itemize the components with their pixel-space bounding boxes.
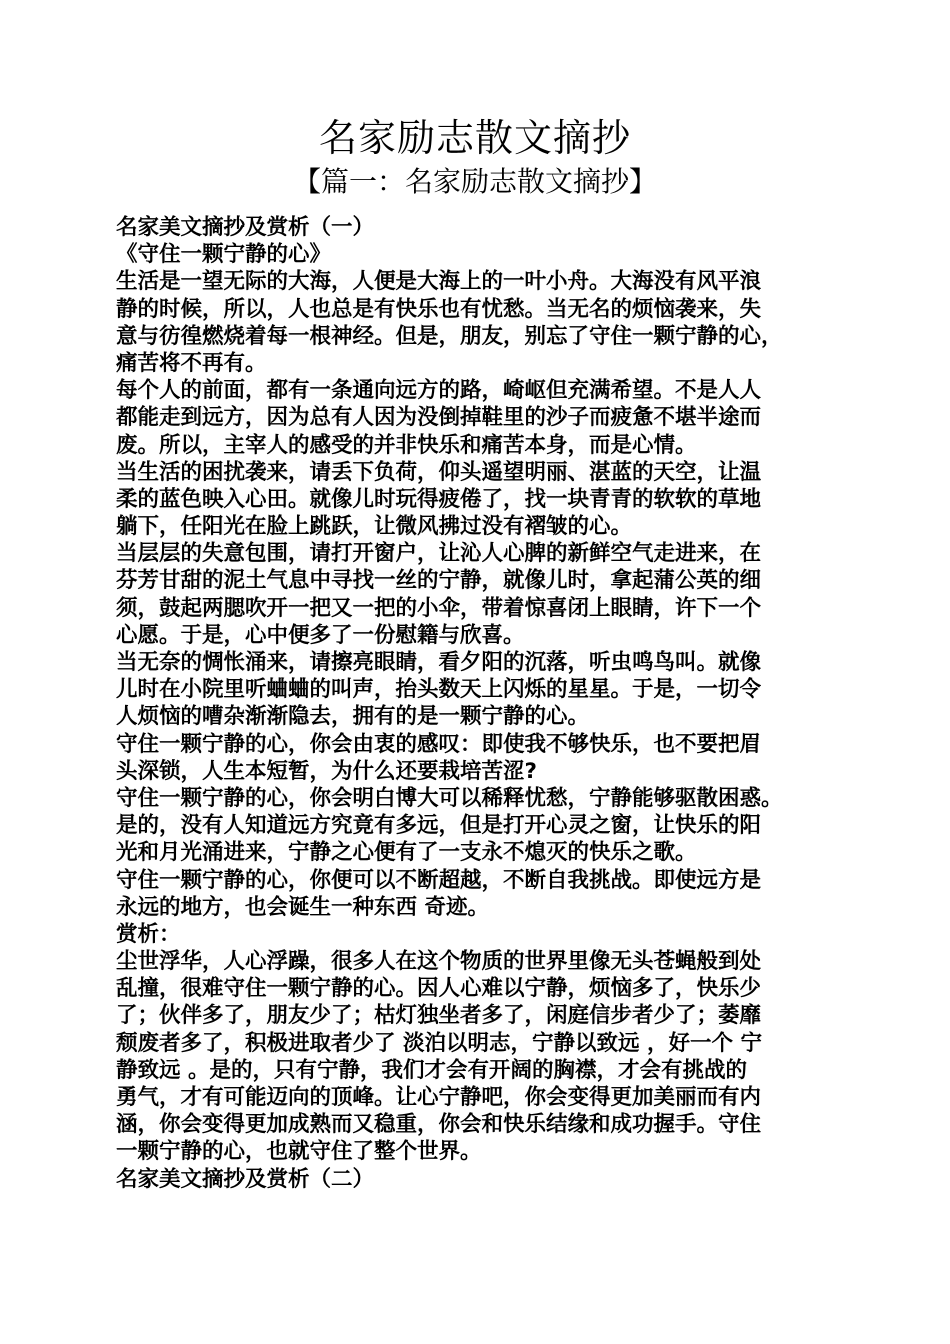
text-line: 尘世浮华，人心浮躁，很多人在这个物质的世界里像无头苍蝇般到处	[116, 949, 762, 975]
text-line: 颓废者多了，积极进取者少了 淡泊以明志，宁静以致远 ，好一个 宁	[116, 1030, 762, 1056]
document-subtitle: 【篇一：名家励志散文摘抄】	[292, 165, 657, 198]
text-line: 生活是一望无际的大海，人便是大海上的一叶小舟。大海没有风平浪	[116, 269, 762, 295]
text-line: 心愿。于是，心中便多了一份慰籍与欣喜。	[116, 622, 525, 648]
text-line: 是的，没有人知道远方究竟有多远，但是打开心灵之窗，让快乐的阳	[116, 813, 762, 839]
text-line: 了；伙伴多了，朋友少了；枯灯独坐者多了，闲庭信步者少了；萎靡	[116, 1003, 762, 1029]
text-line: 废。所以，主宰人的感受的并非快乐和痛苦本身，而是心情。	[116, 432, 697, 458]
text-line: 意与彷徨燃烧着每一根神经。但是，朋友，别忘了守住一颗宁静的心，	[116, 323, 783, 349]
text-line: 须，鼓起两腮吹开一把又一把的小伞，带着惊喜闭上眼睛，许下一个	[116, 595, 762, 621]
text-line: 光和月光涌进来，宁静之心便有了一支永不熄灭的快乐之歌。	[116, 840, 697, 866]
text-line: 守住一颗宁静的心，你会由衷的感叹：即使我不够快乐，也不要把眉	[116, 731, 762, 757]
text-line: 守住一颗宁静的心，你会明白博大可以稀释忧愁，宁静能够驱散困惑。	[116, 785, 783, 811]
text-line: 当层层的失意包围，请打开窗户，让沁人心脾的新鲜空气走进来，在	[116, 541, 762, 567]
text-line: 《守住一颗宁静的心》	[116, 242, 332, 268]
text-line: 赏析：	[116, 921, 181, 947]
text-line: 每个人的前面，都有一条通向远方的路，崎岖但充满希望。不是人人	[116, 378, 762, 404]
text-line: 乱撞，很难守住一颗宁静的心。因人心难以宁静，烦恼多了，快乐少	[116, 976, 762, 1002]
document-title: 名家励志散文摘抄	[318, 116, 631, 160]
text-line: 人烦恼的嘈杂渐渐隐去，拥有的是一颗宁静的心。	[116, 704, 590, 730]
text-line: 柔的蓝色映入心田。就像儿时玩得疲倦了，找一块青青的软软的草地	[116, 486, 762, 512]
text-line: 躺下，任阳光在脸上跳跃，让微风拂过没有褶皱的心。	[116, 514, 633, 540]
text-line: 涵，你会变得更加成熟而又稳重，你会和快乐结缘和成功握手。守住	[116, 1112, 762, 1138]
text-line: 当生活的困扰袭来，请丢下负荷，仰头遥望明丽、湛蓝的天空，让温	[116, 459, 762, 485]
text-line: 守住一颗宁静的心，你便可以不断超越，不断自我挑战。即使远方是	[116, 867, 762, 893]
text-line: 静致远 。是的，只有宁静，我们才会有开阔的胸襟，才会有挑战的	[116, 1057, 747, 1083]
text-line: 头深锁，人生本短暂，为什么还要栽培苦涩?	[116, 758, 537, 784]
text-line: 都能走到远方，因为总有人因为没倒掉鞋里的沙子而疲惫不堪半途而	[116, 405, 762, 431]
text-line: 勇气，才有可能迈向的顶峰。让心宁静吧，你会变得更加美丽而有内	[116, 1085, 762, 1110]
document-body	[116, 214, 844, 1193]
text-line: 永远的地方，也会诞生一种东西 奇迹。	[116, 894, 489, 920]
text-line: 当无奈的惆怅涌来，请擦亮眼睛，看夕阳的沉落，听虫鸣鸟叫。就像	[116, 650, 762, 675]
text-line: 痛苦将不再有。	[116, 350, 267, 376]
text-line: 静的时候，所以，人也总是有快乐也有忧愁。当无名的烦恼袭来，失	[116, 296, 762, 322]
text-line: 儿时在小院里听蛐蛐的叫声，抬头数天上闪烁的星星。于是，一切令	[116, 677, 762, 703]
text-line: 名家美文摘抄及赏析（二）	[116, 1166, 375, 1192]
text-line: 芬芳甘甜的泥土气息中寻找一丝的宁静，就像儿时，拿起蒲公英的细	[116, 568, 762, 594]
text-line: 一颗宁静的心，也就守住了整个世界。	[116, 1139, 482, 1165]
text-line: 名家美文摘抄及赏析（一）	[116, 215, 375, 240]
